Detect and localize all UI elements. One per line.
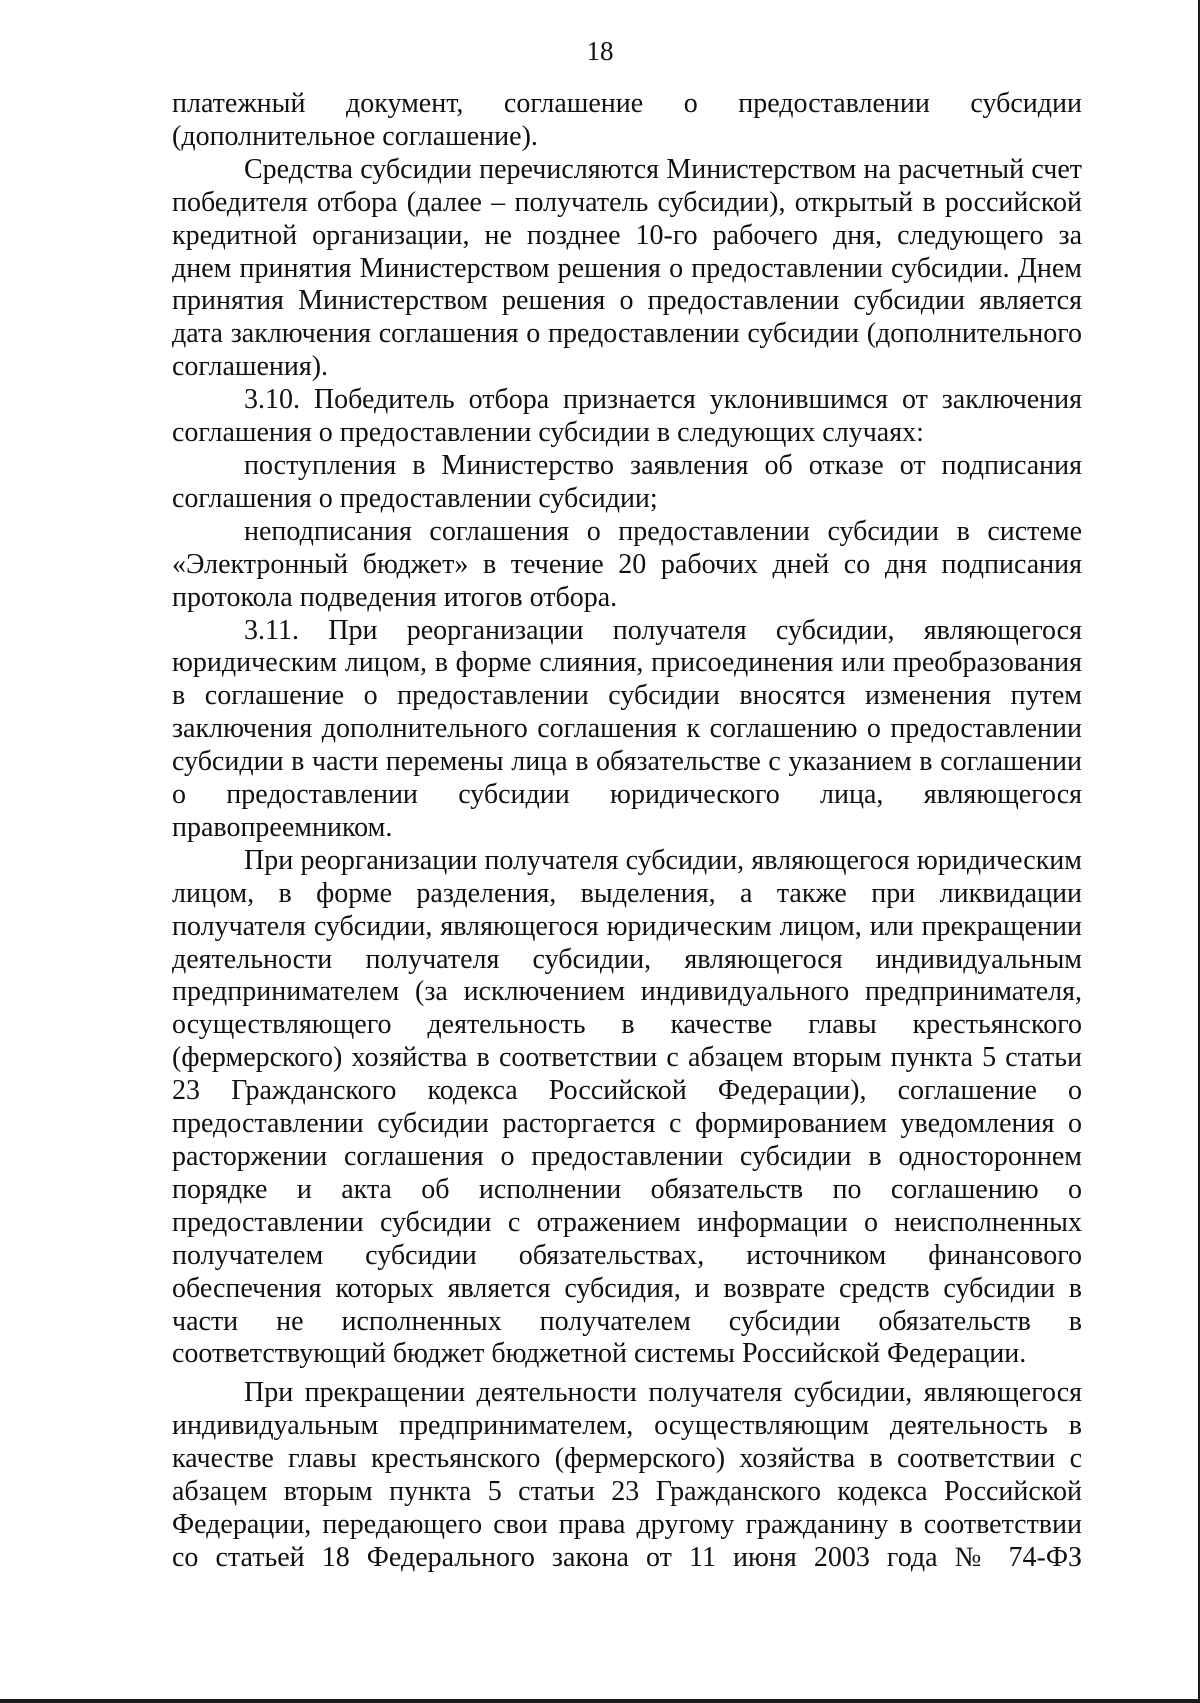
paragraph-not-signed: неподписания соглашения о предоставлении субсидии в системе «Электронный бюджет» в течение 20 рабочих дней со дня подписания протокола подведения итогов отбора. xyxy=(172,515,1082,613)
paragraph-3-10: 3.10. Победитель отбора признается уклонившимся от заключения соглашения о предоставлении субсидии в следующих случаях: xyxy=(172,384,1082,449)
paragraph-3-11: 3.11. При реорганизации получателя субсидии, являющегося юридическим лицом, в форме слияния, присоединения или преобразования в соглашение о предоставлении субсидии вносятся изменения путем заключения дополнительного соглашения к соглашению о предоставлении субсидии в части перемены лица в обязательстве с указанием в соглашении о предоставлении субсидии юридического лица, являющегося правопреемником. xyxy=(172,614,1082,843)
paragraph-refusal-application: поступления в Министерство заявления об отказе от подписания соглашения о предоставлении субсидии; xyxy=(172,449,1082,514)
paragraph-continuation: платежный документ, соглашение о предоставлении субсидии (дополнительное соглашение). xyxy=(172,88,1082,152)
paragraph-subsidy-transfer: Средства субсидии перечисляются Министерством на расчетный счет победителя отбора (далее – получатель субсидии), открытый в российской кредитной организации, не позднее 10-го рабочего дня, следующего за днем принятия Министерством решения о предоставлении субсидии. Днем принятия Министерством решения о предоставлении субсидии является дата заключения соглашения о предоставлении субсидии (дополнительного соглашения). xyxy=(172,153,1082,383)
page-number: 18 xyxy=(586,36,614,66)
paragraph-reorganization-termination: При реорганизации получателя субсидии, являющегося юридическим лицом, в форме разделения, выделения, а также при ликвидации получателя субсидии, являющегося юридическим лицом, или прекращении деятельности получателя субсидии, являющегося индивидуальным предпринимателем (за исключением индивидуального предпринимателя, осуществляющего деятельность в качестве главы крестьянского (фермерского) хозяйства в соответствии с абзацем вторым пункта 5 статьи 23 Гражданского кодекса Российской Федерации), соглашение о предоставлении субсидии расторгается с формированием уведомления о расторжении соглашения о предоставлении субсидии в одностороннем порядке и акта об исполнении обязательств по соглашению о предоставлении субсидии с отражением информации о неисполненных получателем субсидии обязательствах, источником финансового обеспечения которых является субсидия, и возврате средств субсидии в части не исполненных получателем субсидии обязательств в соответствующий бюджет бюджетной системы Российской Федерации. xyxy=(172,844,1082,1370)
document-body xyxy=(172,88,1082,1575)
paragraph-farm-head-termination: При прекращении деятельности получателя субсидии, являющегося индивидуальным предпринимателем, осуществляющим деятельность в качестве главы крестьянского (фермерского) хозяйства в соответствии с абзацем вторым пункта 5 статьи 23 Гражданского кодекса Российской Федерации, передающего свои права другому гражданину в соответствии со статьей 18 Федерального закона от 11 июня 2003 года № 74-ФЗ xyxy=(172,1377,1082,1573)
scan-edge-bottom xyxy=(0,1699,1200,1703)
